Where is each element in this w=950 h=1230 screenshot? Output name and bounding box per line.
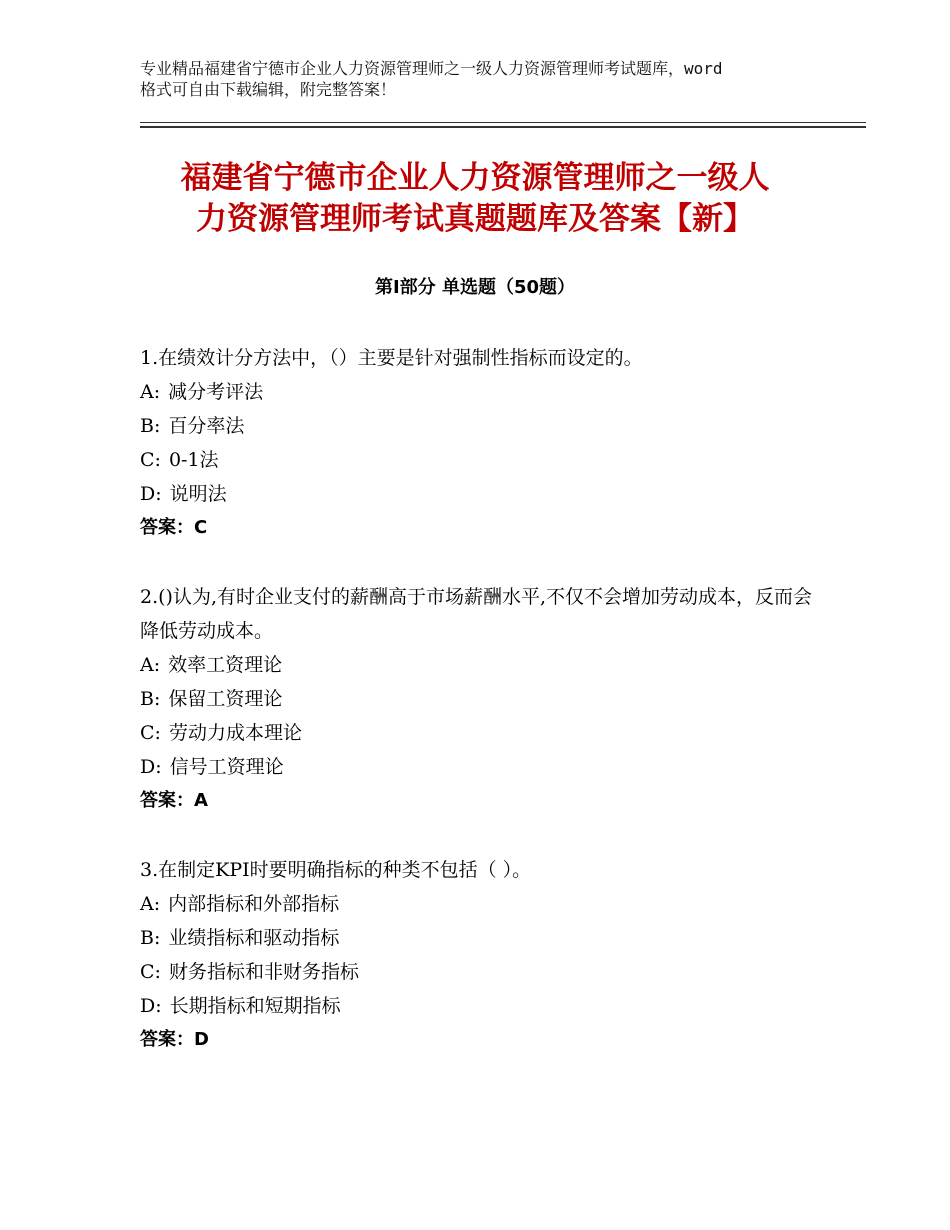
option-b (140, 409, 820, 443)
option-key: B: (140, 927, 161, 949)
option-b (140, 921, 820, 955)
option-text: 效率工资理论 (168, 654, 283, 676)
option-text: 长期指标和短期指标 (169, 995, 341, 1017)
option-key: A: (140, 654, 161, 676)
option-key: A: (140, 381, 161, 403)
answer: 答案：C (140, 517, 208, 538)
option-key: D: (140, 756, 162, 778)
option-key: C: (140, 961, 161, 983)
option-a (140, 648, 820, 682)
option-text: 百分率法 (168, 415, 245, 437)
question-stem: 3.在制定KPI时要明确指标的种类不包括（ ）。 (140, 859, 532, 881)
option-key: B: (140, 688, 161, 710)
option-c (140, 955, 820, 989)
option-text: 减分考评法 (168, 381, 264, 403)
option-text: 信号工资理论 (169, 756, 284, 778)
question-stem: 2.()认为,有时企业支付的薪酬高于市场薪酬水平,不仅不会增加劳动成本，反而会降低劳动成本。 (140, 586, 813, 642)
option-text: 说明法 (169, 483, 227, 505)
section-title: 第Ⅰ部分 单选题（50题） (374, 277, 575, 298)
option-a (140, 375, 820, 409)
document-title-line-2: 力资源管理师考试真题题库及答案【新】 (196, 201, 754, 237)
question-1 (140, 341, 820, 545)
answer: 答案：A (140, 790, 208, 811)
header-note-line-2: 格式可自由下载编辑，附完整答案！ (140, 80, 397, 99)
option-text: 保留工资理论 (168, 688, 283, 710)
document-title (100, 158, 850, 240)
option-a (140, 887, 820, 921)
header-rule-thick (140, 126, 866, 128)
header-note (140, 58, 830, 100)
header-rule-thin (140, 122, 866, 123)
answer: 答案：D (140, 1029, 209, 1050)
option-d (140, 477, 820, 511)
option-key: D: (140, 995, 162, 1017)
question-2 (140, 580, 820, 818)
option-c (140, 716, 820, 750)
option-key: D: (140, 483, 162, 505)
option-d (140, 750, 820, 784)
option-text: 内部指标和外部指标 (168, 893, 340, 915)
option-key: B: (140, 415, 161, 437)
question-3 (140, 853, 820, 1057)
option-c (140, 443, 820, 477)
question-stem: 1.在绩效计分方法中，（）主要是针对强制性指标而设定的。 (140, 347, 643, 369)
option-text: 0-1法 (168, 449, 219, 471)
option-key: C: (140, 449, 161, 471)
option-key: C: (140, 722, 161, 744)
option-text: 劳动力成本理论 (168, 722, 302, 744)
document-title-line-1: 福建省宁德市企业人力资源管理师之一级人 (180, 160, 770, 196)
option-b (140, 682, 820, 716)
header-note-line-1: 专业精品福建省宁德市企业人力资源管理师之一级人力资源管理师考试题库，word (140, 59, 723, 78)
option-d (140, 989, 820, 1023)
option-key: A: (140, 893, 161, 915)
option-text: 业绩指标和驱动指标 (168, 927, 340, 949)
option-text: 财务指标和非财务指标 (168, 961, 359, 983)
